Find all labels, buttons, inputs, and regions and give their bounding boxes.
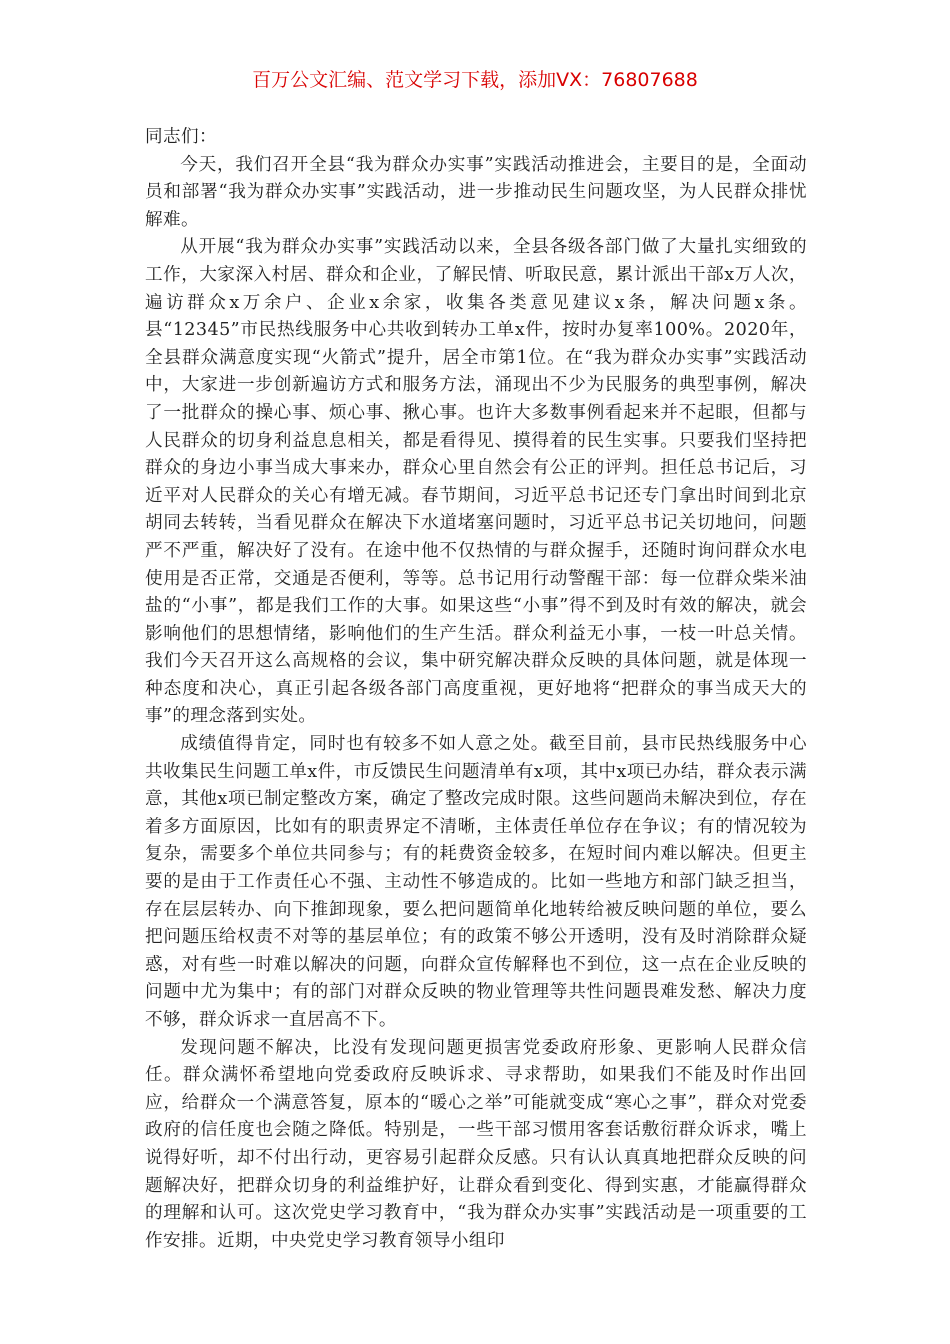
paragraph-2: 从开展“我为群众办实事”实践活动以来，全县各级各部门做了大量扎实细致的工作，大家深入村居、群众和企业，了解民情、听取民意，累计派出干部x万人次，遍访群众x万余户、企业x余家，收集各类意见建议x条，解决问题x条。县“12345”市民热线服务中心共收到转办工单x件，按时办复率100%。2020年，全县群众满意度实现“火箭式”提升，居全市第1位。在“我为群众办实事”实践活动中，大家进一步创新遍访方式和服务方法，涌现出不少为民服务的典型事例，解决了一批群众的操心事、烦心事、揪心事。也许大多数事例看起来并不起眼，但都与人民群众的切身利益息息相关，都是看得见、摸得着的民生实事。只要我们坚持把群众的身边小事当成大事来办，群众心里自然会有公正的评判。担任总书记后，习近平对人民群众的关心有增无减。春节期间，习近平总书记还专门拿出时间到北京胡同去转转，当看见群众在解决下水道堵塞问题时，习近平总书记关切地问，问题严不严重，解决好了没有。在途中他不仅热情的与群众握手，还随时询问群众水电使用是否正常，交通是否便利，等等。总书记用行动警醒干部：每一位群众柴米油盐的“小事”，都是我们工作的大事。如果这些“小事”得不到及时有效的解决，就会影响他们的思想情绪，影响他们的生产生活。群众利益无小事，一枝一叶总关情。我们今天召开这么高规格的会议，集中研究解决群众反映的具体问题，就是体现一种态度和决心，真正引起各级各部门高度重视，更好地将“把群众的事当成天大的事”的理念落到实处。 <box>145 237 807 727</box>
salutation: 同志们： <box>145 127 217 147</box>
paragraph-3: 成绩值得肯定，同时也有较多不如人意之处。截至目前，县市民热线服务中心共收集民生问题工单x件，市反馈民生问题清单有x项，其中x项已办结，群众表示满意，其他x项已制定整改方案，确定了整改完成时限。这些问题尚未解决到位，存在着多方面原因，比如有的职责界定不清晰，主体责任单位存在争议；有的情况较为复杂，需要多个单位共同参与；有的耗费资金较多，在短时间内难以解决。但更主要的是由于工作责任心不强、主动性不够造成的。比如一些地方和部门缺乏担当，存在层层转办、向下推卸现象，要么把问题简单化地转给被反映问题的单位，要么把问题压给权责不对等的基层单位；有的政策不够公开透明，没有及时消除群众疑惑，对有些一时难以解决的问题，向群众宣传解释也不到位，这一点在企业反映的问题中尤为集中；有的部门对群众反映的物业管理等共性问题畏难发愁、解决力度不够，群众诉求一直居高不下。 <box>145 734 807 1030</box>
document-body <box>145 124 807 1255</box>
paragraph-4: 发现问题不解决，比没有发现问题更损害党委政府形象、更影响人民群众信任。群众满怀希望地向党委政府反映诉求、寻求帮助，如果我们不能及时作出回应，给群众一个满意答复，原本的“暖心之举”可能就变成“寒心之事”，群众对党委政府的信任度也会随之降低。特别是，一些干部习惯用客套话敷衍群众诉求，嘴上说得好听，却不付出行动，更容易引起群众反感。只有认认真真地把群众反映的问题解决好，把群众切身的利益维护好，让群众看到变化、得到实惠，才能赢得群众的理解和认可。这次党史学习教育中，“我为群众办实事”实践活动是一项重要的工作安排。近期，中央党史学习教育领导小组印 <box>145 1037 807 1251</box>
paragraph-1: 今天，我们召开全县“我为群众办实事”实践活动推进会，主要目的是，全面动员和部署“我为群众办实事”实践活动，进一步推动民生问题攻坚，为人民群众排忧解难。 <box>145 154 807 230</box>
header-banner: 百万公文汇编、范文学习下载，添加VX：76807688 <box>252 69 698 91</box>
